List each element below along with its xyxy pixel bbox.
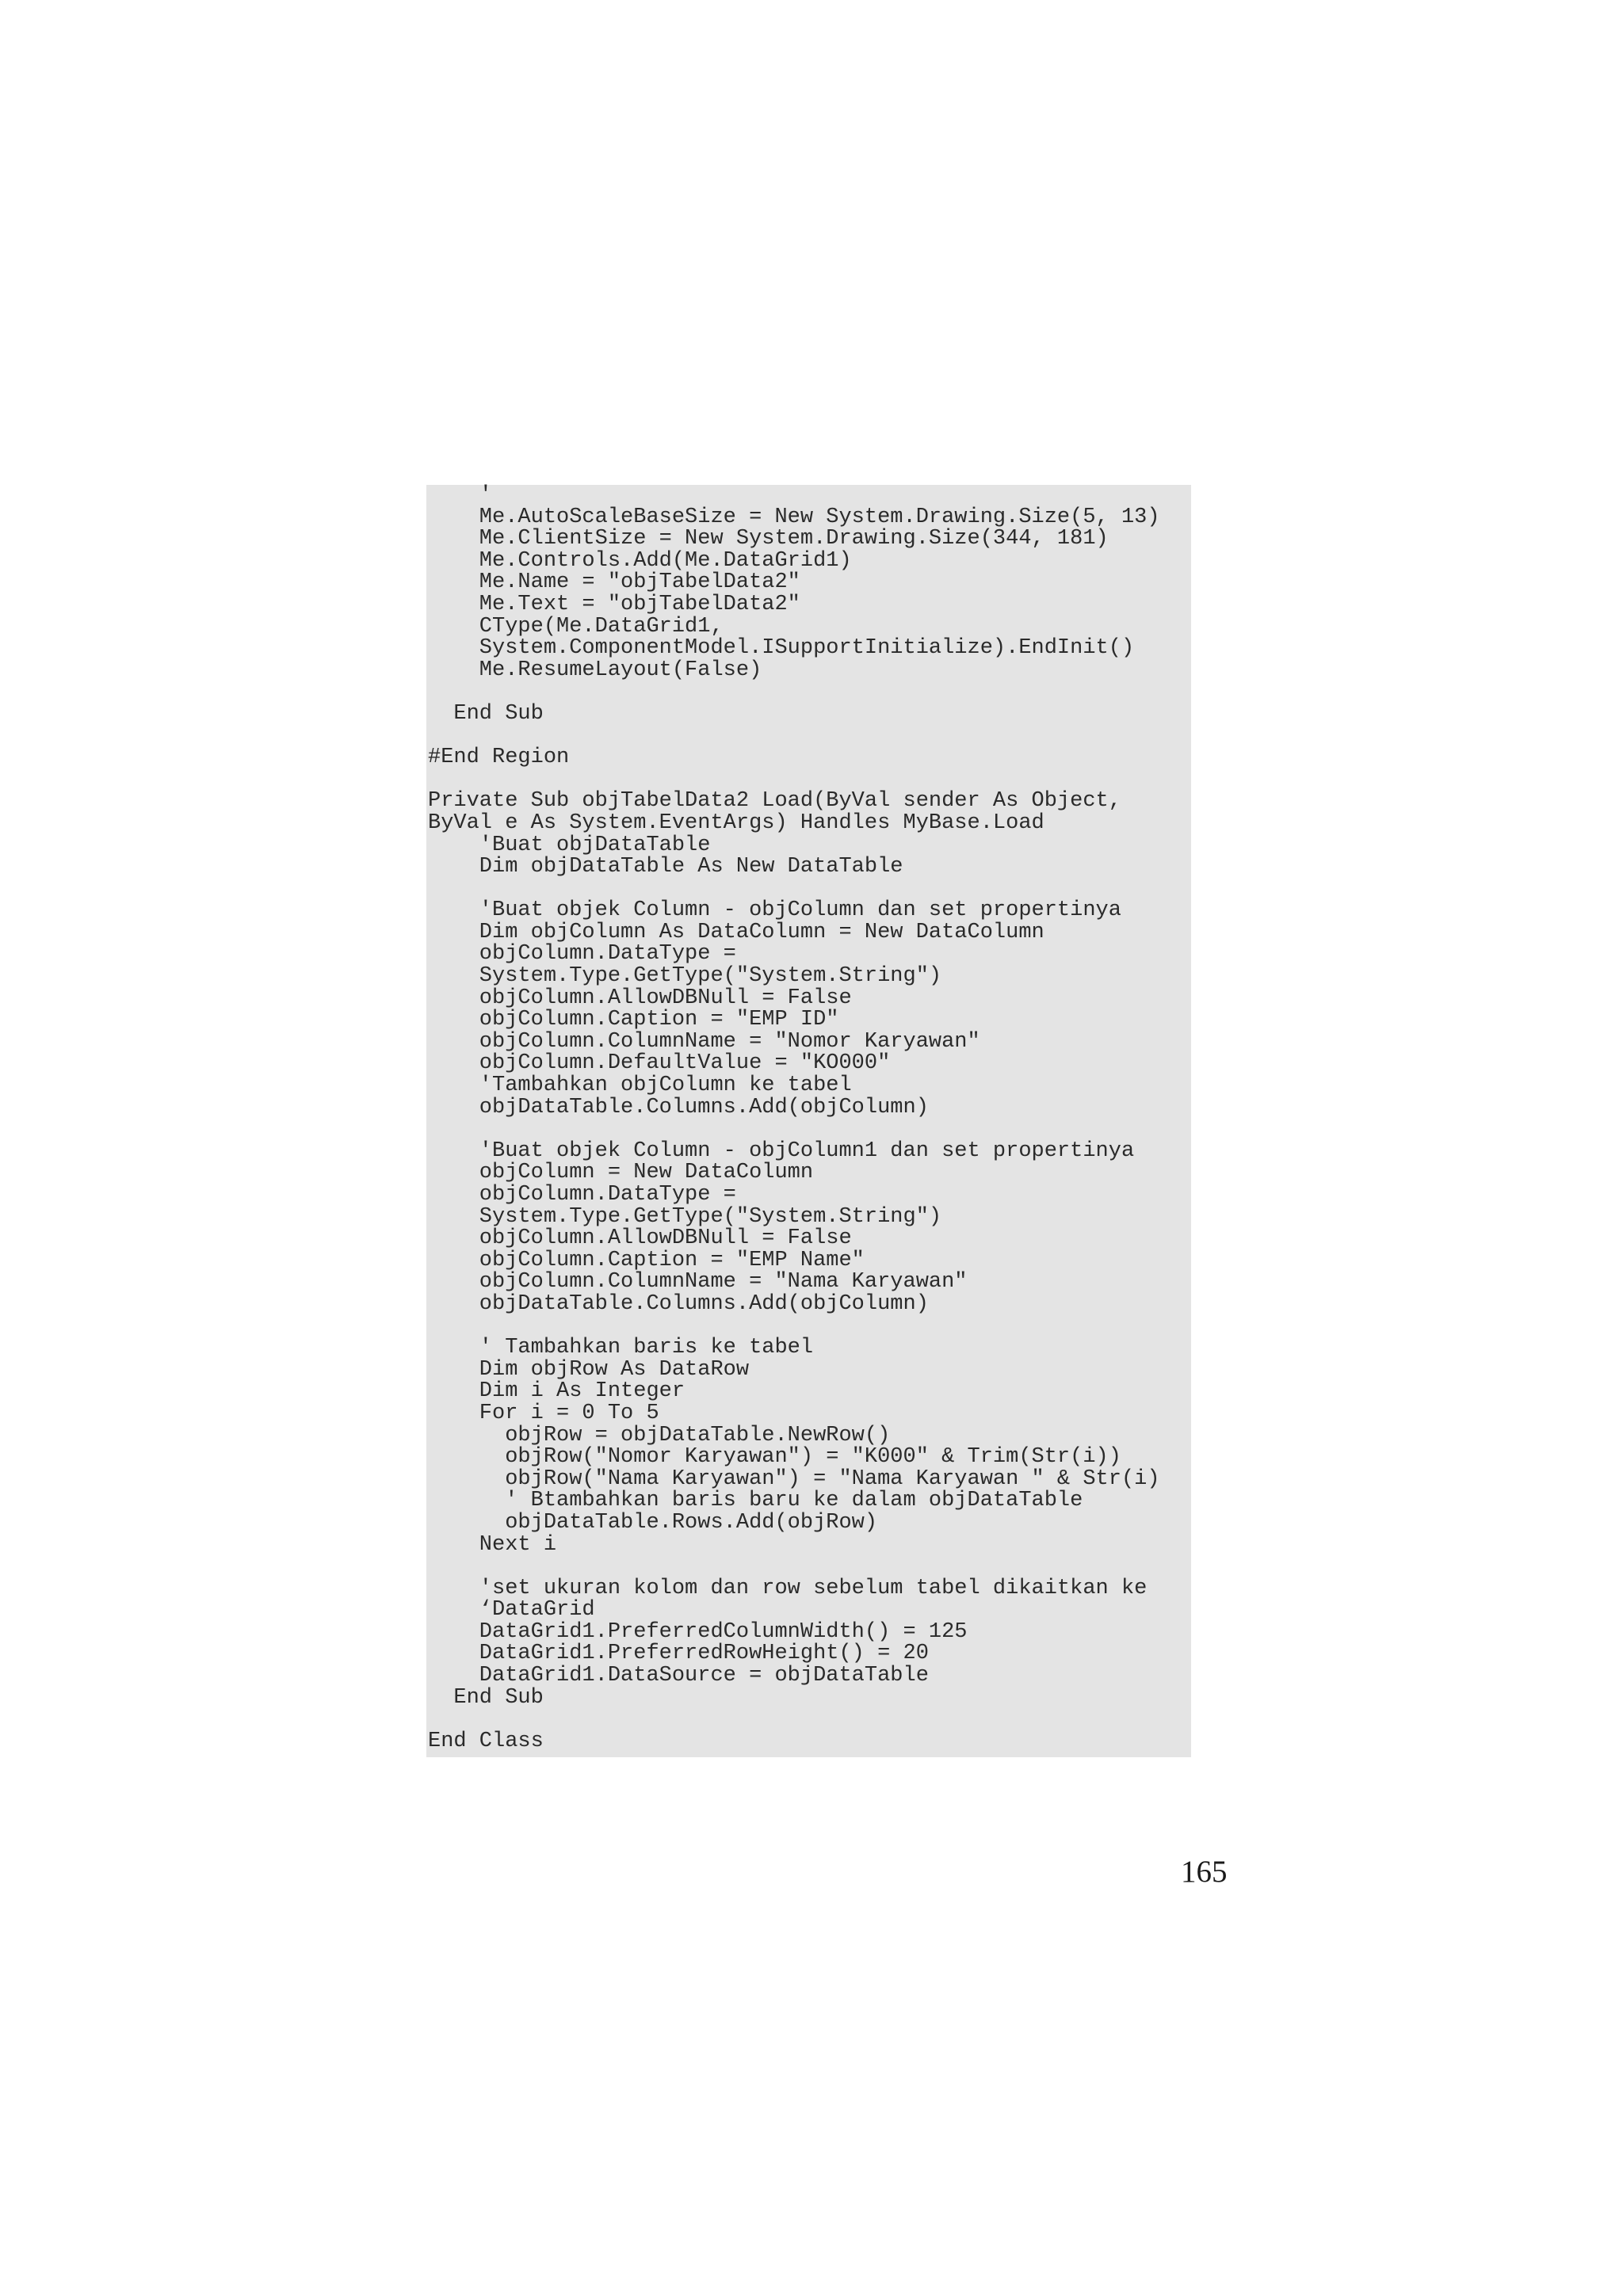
- code-line: objColumn.Caption = "EMP Name": [428, 1248, 865, 1272]
- code-line: System.ComponentModel.ISupportInitialize).EndInit(): [428, 636, 1135, 661]
- code-listing: [426, 485, 1191, 1757]
- code-line: objRow("Nama Karyawan") = "Nama Karyawan " & Str(i): [428, 1466, 1160, 1491]
- code-line: ByVal e As System.EventArgs) Handles MyBase.Load: [428, 810, 1044, 835]
- code-line: [428, 1119, 1191, 1141]
- code-line: System.Type.GetType("System.String"): [428, 1204, 942, 1229]
- code-line: DataGrid1.DataSource = objDataTable: [428, 1664, 929, 1688]
- code-line: 'set ukuran kolom dan row sebelum tabel dikaitkan ke: [428, 1576, 1148, 1600]
- code-line: 'Tambahkan objColumn ke tabel: [428, 1074, 852, 1098]
- code-line: DataGrid1.PreferredRowHeight() = 20: [428, 1642, 929, 1666]
- code-line: [428, 1556, 1191, 1578]
- code-line: [428, 681, 1191, 704]
- code-line: Me.ResumeLayout(False): [428, 658, 762, 682]
- code-line: objRow("Nomor Karyawan") = "K000" & Trim(Str(i)): [428, 1445, 1121, 1470]
- code-line: 'Buat objDataTable: [428, 833, 711, 857]
- code-line: Dim objColumn As DataColumn = New DataColumn: [428, 920, 1044, 944]
- code-line: End Sub: [428, 1685, 544, 1710]
- code-line: 'Buat objek Column - objColumn dan set propertinya: [428, 898, 1121, 923]
- code-line: ‘DataGrid: [428, 1598, 595, 1623]
- code-line: Me.AutoScaleBaseSize = New System.Drawing.Size(5, 13): [428, 505, 1160, 529]
- code-line: objColumn.DataType =: [428, 1183, 736, 1207]
- code-line: objDataTable.Columns.Add(objColumn): [428, 1291, 929, 1316]
- code-line: End Class: [428, 1729, 544, 1753]
- code-line: Me.Text = "objTabelData2": [428, 592, 800, 616]
- code-line: objDataTable.Columns.Add(objColumn): [428, 1095, 929, 1119]
- code-line: Me.Controls.Add(Me.DataGrid1): [428, 548, 852, 573]
- code-line: objColumn.ColumnName = "Nomor Karyawan": [428, 1029, 980, 1054]
- code-line: For i = 0 To 5: [428, 1401, 659, 1425]
- code-line: [428, 879, 1191, 901]
- code-line: Next i: [428, 1532, 557, 1557]
- code-line: Me.ClientSize = New System.Drawing.Size(344, 181): [428, 527, 1109, 551]
- code-line: ': [428, 483, 493, 507]
- code-line: objColumn = New DataColumn: [428, 1161, 814, 1185]
- code-line: objColumn.ColumnName = "Nama Karyawan": [428, 1270, 968, 1295]
- code-line: objColumn.AllowDBNull = False: [428, 986, 852, 1010]
- code-line: Dim objRow As DataRow: [428, 1357, 750, 1382]
- code-line: Me.Name = "objTabelData2": [428, 570, 800, 595]
- code-line: #End Region: [428, 746, 570, 770]
- code-line: DataGrid1.PreferredColumnWidth() = 125: [428, 1619, 968, 1644]
- code-line: objColumn.Caption = "EMP ID": [428, 1008, 839, 1032]
- code-line: [428, 726, 1191, 748]
- code-line: objColumn.AllowDBNull = False: [428, 1226, 852, 1251]
- code-line: [428, 769, 1191, 791]
- code-line: System.Type.GetType("System.String"): [428, 964, 942, 989]
- code-line: [428, 1709, 1191, 1731]
- code-line: Dim i As Integer: [428, 1379, 685, 1404]
- code-line: [428, 1316, 1191, 1338]
- code-line: End Sub: [428, 701, 544, 726]
- code-line: objColumn.DefaultValue = "KO000": [428, 1051, 891, 1076]
- code-line: ' Tambahkan baris ke tabel: [428, 1336, 814, 1360]
- code-line: Dim objDataTable As New DataTable: [428, 855, 903, 879]
- code-line: objDataTable.Rows.Add(objRow): [428, 1510, 878, 1535]
- code-line: CType(Me.DataGrid1,: [428, 614, 724, 639]
- code-line: ' Btambahkan baris baru ke dalam objDataTable: [428, 1489, 1083, 1513]
- code-line: Private Sub objTabelData2 Load(ByVal sender As Object,: [428, 789, 1121, 814]
- page-number: 165: [1181, 1855, 1228, 1889]
- code-line: objColumn.DataType =: [428, 942, 736, 967]
- code-line: 'Buat objek Column - objColumn1 dan set propertinya: [428, 1138, 1135, 1163]
- code-line: objRow = objDataTable.NewRow(): [428, 1423, 891, 1447]
